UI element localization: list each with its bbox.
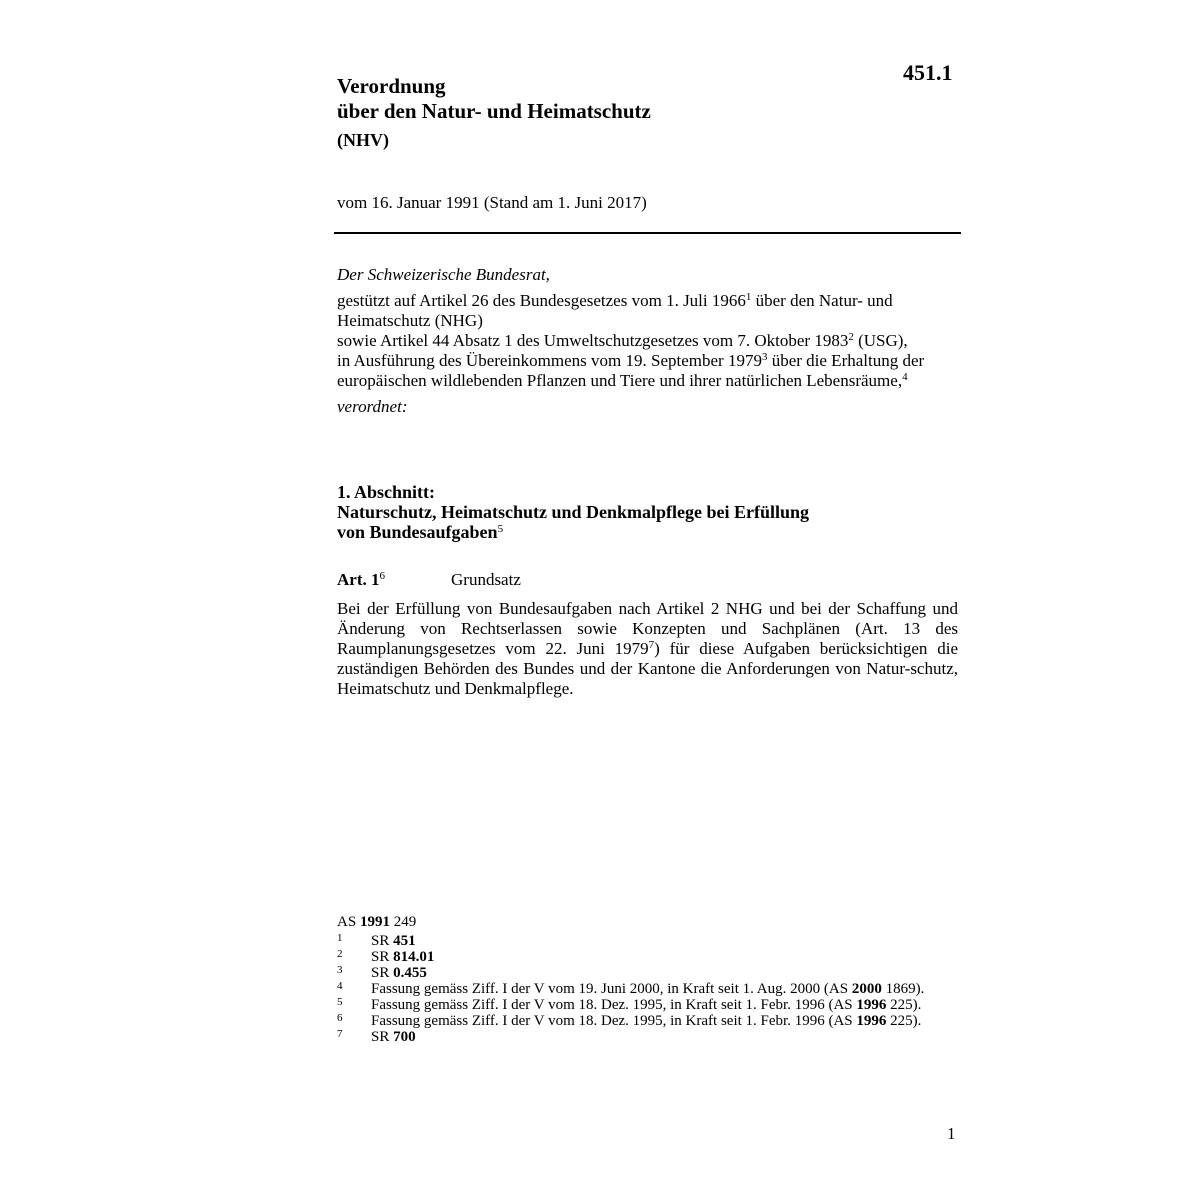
as-reference-year: 1991: [359, 914, 390, 930]
sr-number: 451.1: [903, 60, 953, 85]
preamble-issuer: Der Schweizerische Bundesrat,: [337, 265, 550, 284]
preamble-basis-2: [337, 331, 959, 351]
footnote-number: 2: [337, 948, 343, 960]
header-divider: [334, 232, 961, 234]
footnote-text: [371, 965, 957, 981]
footnote-text-post: 225).: [886, 997, 922, 1013]
preamble: [337, 265, 959, 417]
article-paragraph: [337, 599, 958, 699]
article-paragraph-text: Bei der Erfüllung von Bundesaufgaben nach Artikel 2 NHG und bei der Schaffung und Änderung von Rechtserlassen sowie Konzepten und Sachplänen (Art. 13 des Raumplanungsgesetzes vom 22. Juni 1979: [337, 599, 958, 658]
article-title: Grundsatz: [451, 570, 521, 589]
footnote-ref-6[interactable]: 6: [379, 570, 385, 582]
footnote-text-post: 225).: [886, 1013, 922, 1029]
footnote-text-bold: 451: [393, 933, 416, 949]
article-label: [337, 570, 451, 590]
footnote-item: [337, 933, 957, 949]
preamble-basis-3-text-end: über die Erhaltung der europäischen wildlebenden Pflanzen und Tiere und ihrer natürlichen Lebensräume,: [337, 351, 925, 390]
footnote-text: [371, 997, 957, 1013]
footnote-number: 5: [337, 996, 343, 1008]
footnote-text: [371, 1013, 957, 1029]
footnote-text: [371, 1029, 957, 1045]
footnote-ref-7[interactable]: 7: [648, 639, 655, 651]
footnote-ref-3[interactable]: 3: [761, 351, 768, 363]
section-title-line-1: Naturschutz, Heimatschutz und Denkmalpflege bei Erfüllung: [337, 502, 810, 522]
footnote-ref-4[interactable]: 4: [902, 371, 908, 383]
article-paragraph-text-end: ) für diese Aufgaben berücksichtigen die zuständigen Behörden des Bundes und der Kantone die Anforderungen von Natur-schutz, Heimatschutz und Denkmalpflege.: [337, 639, 958, 698]
preamble-basis-3-text: in Ausführung des Übereinkommens vom 19. September 1979: [337, 351, 762, 370]
footnote-text: [371, 949, 957, 965]
preamble-basis-1-text: gestützt auf Artikel 26 des Bundesgesetzes vom 1. Juli 1966: [337, 291, 746, 310]
title-abbreviation: (NHV): [337, 130, 389, 150]
footnote-number: 7: [337, 1028, 343, 1040]
preamble-basis-3: [337, 351, 959, 391]
section-number: 1. Abschnitt:: [337, 482, 436, 502]
footnote-text-pre: Fassung gemäss Ziff. I der V vom 19. Juni 2000, in Kraft seit 1. Aug. 2000 (AS: [371, 981, 852, 997]
as-reference: [337, 914, 957, 930]
footnote-text-pre: SR: [371, 933, 394, 949]
footnote-text-pre: Fassung gemäss Ziff. I der V vom 18. Dez. 1995, in Kraft seit 1. Febr. 1996 (AS: [371, 1013, 857, 1029]
footnote-text-bold: 0.455: [393, 965, 427, 981]
document-title: [337, 74, 651, 124]
footnote-ref-2[interactable]: 2: [848, 331, 854, 343]
preamble-ordains: verordnet:: [337, 397, 408, 416]
footnote-text-bold: 814.01: [393, 949, 435, 965]
footnote-item: [337, 997, 957, 1013]
as-reference-prefix: AS: [337, 914, 360, 930]
article-body: [337, 599, 958, 699]
footnote-text-bold: 1996: [856, 1013, 887, 1029]
footnote-item: [337, 965, 957, 981]
as-reference-page: 249: [389, 914, 417, 930]
footnote-text-pre: Fassung gemäss Ziff. I der V vom 18. Dez. 1995, in Kraft seit 1. Febr. 1996 (AS: [371, 997, 857, 1013]
preamble-basis-2-text: sowie Artikel 44 Absatz 1 des Umweltschutzgesetzes vom 7. Oktober 1983: [337, 331, 849, 350]
footnote-item: [337, 1029, 957, 1045]
footnote-text-pre: SR: [371, 1029, 394, 1045]
article-heading: [337, 570, 521, 590]
footnote-text: [371, 933, 957, 949]
footnote-item: [337, 981, 957, 997]
preamble-basis-2-text-end: (USG),: [853, 331, 908, 350]
footnote-text: [371, 981, 957, 997]
preamble-basis-1-text-end: über den Natur- und Heimatschutz (NHG): [337, 291, 893, 330]
page-number: 1: [947, 1124, 956, 1143]
footnote-ref-5[interactable]: 5: [497, 523, 504, 535]
preamble-basis-1: [337, 291, 959, 331]
section-heading: [337, 482, 809, 542]
footnote-number: 3: [337, 964, 343, 976]
footnote-text-post: 1869).: [881, 981, 925, 997]
footnote-text-pre: SR: [371, 949, 394, 965]
article-label-text: Art. 1: [337, 570, 380, 589]
footnote-item: [337, 1013, 957, 1029]
title-line-2: über den Natur- und Heimatschutz: [337, 99, 651, 123]
footnote-text-bold: 700: [393, 1029, 416, 1045]
footnote-text-pre: SR: [371, 965, 394, 981]
footnote-number: 6: [337, 1012, 343, 1024]
section-title-line-2: [337, 522, 809, 542]
footnote-item: [337, 949, 957, 965]
footnote-text-bold: 1996: [856, 997, 887, 1013]
footnote-number: 4: [337, 980, 343, 992]
footnote-text-bold: 2000: [851, 981, 882, 997]
title-line-1: Verordnung: [337, 74, 446, 98]
footnotes: [337, 914, 957, 1045]
footnote-ref-1[interactable]: 1: [745, 291, 752, 303]
date-line: vom 16. Januar 1991 (Stand am 1. Juni 2017): [337, 193, 647, 212]
footnote-number: 1: [337, 932, 343, 944]
section-title-line-2-text: von Bundesaufgaben: [337, 522, 498, 542]
